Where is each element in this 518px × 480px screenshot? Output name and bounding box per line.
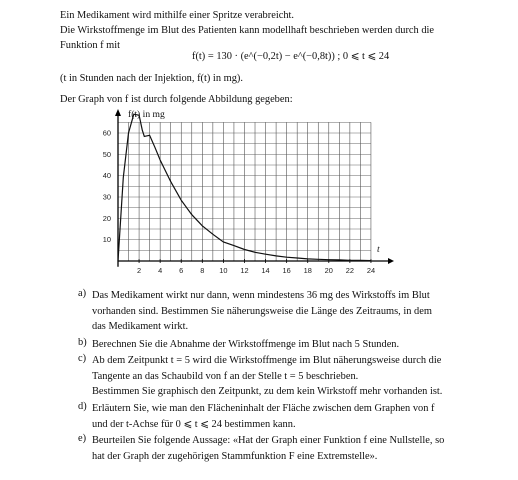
y-tick-label: 20 — [102, 213, 111, 223]
x-axis-label: t — [377, 244, 380, 255]
question-text-line: Tangente an das Schaubild von f an der Stelle t = 5 beschrieben. — [92, 370, 359, 382]
x-tick-label: 10 — [219, 266, 228, 275]
units-note: (t in Stunden nach der Injektion, f(t) in mg). — [60, 73, 243, 84]
y-axis-label: f(t) in mg — [128, 109, 165, 120]
chart-ticks — [103, 129, 375, 276]
x-tick-label: 24 — [366, 266, 376, 275]
question-text-line: das Medikament wirkt. — [92, 321, 189, 332]
x-tick-label: 12 — [240, 266, 249, 275]
question-text-line: Das Medikament wirkt nur dann, wenn mindestens 36 mg des Wirkstoffs im Blut — [92, 290, 430, 301]
question-label: a) — [78, 288, 87, 299]
y-tick-label: 40 — [102, 171, 111, 181]
question-text-line: vorhanden sind. Bestimmen Sie näherungsweise die Länge des Zeitraums, in dem — [92, 305, 432, 317]
question-label: b) — [78, 337, 87, 348]
x-tick-label: 20 — [324, 266, 333, 275]
x-tick-label: 22 — [345, 266, 354, 275]
y-tick-label: 50 — [102, 149, 111, 159]
question-text-line: Berechnen Sie die Abnahme der Wirkstoffmenge im Blut nach 5 Stunden. — [92, 339, 400, 350]
graph-intro: Der Graph von f ist durch folgende Abbildung gegeben: — [60, 94, 293, 105]
x-tick-label: 16 — [282, 266, 291, 275]
question-text-line: Ab dem Zeitpunkt t = 5 wird die Wirkstoffmenge im Blut näherungsweise durch die — [92, 355, 442, 366]
chart-axes — [115, 109, 394, 267]
chart-grid — [118, 122, 371, 261]
question-text-line: hat der Graph der zugehörigen Stammfunktion F eine Extremstelle». — [92, 450, 378, 462]
question-label: e) — [78, 433, 87, 444]
x-tick-label: 6 — [179, 266, 184, 275]
x-tick-label: 18 — [303, 266, 312, 275]
x-tick-label: 14 — [261, 266, 270, 275]
y-tick-label: 30 — [102, 192, 111, 202]
question-text-line: Bestimmen Sie graphisch den Zeitpunkt, zu dem kein Wirkstoff mehr vorhanden ist. — [92, 386, 443, 397]
y-tick-label: 60 — [102, 128, 111, 138]
y-axis-arrow — [115, 109, 121, 116]
x-axis-arrow — [388, 258, 394, 264]
question-label: c) — [78, 353, 87, 364]
x-tick-label: 8 — [200, 266, 205, 275]
y-tick-label: 10 — [102, 235, 111, 245]
function-formula: f(t) = 130 · (e^(−0,2t) − e^(−0,8t)) ; 0 ⩽ t ⩽ 24 — [192, 51, 390, 62]
intro-line-3: Funktion f mit — [60, 40, 121, 51]
question-text-line: und der t-Achse für 0 ⩽ t ⩽ 24 bestimmen kann. — [92, 418, 296, 430]
intro-line-1: Ein Medikament wird mithilfe einer Spritze verabreicht. — [60, 10, 294, 21]
question-text-line: Beurteilen Sie folgende Aussage: «Hat der Graph einer Funktion f eine Nullstelle, so — [92, 435, 445, 446]
question-text-line: Erläutern Sie, wie man den Flächeninhalt der Fläche zwischen dem Graphen von f — [92, 403, 435, 414]
question-label: d) — [78, 401, 87, 412]
x-tick-label: 4 — [158, 266, 163, 275]
x-tick-label: 2 — [137, 266, 142, 275]
intro-line-2: Die Wirkstoffmenge im Blut des Patienten kann modellhaft beschrieben werden durch die — [60, 25, 435, 36]
